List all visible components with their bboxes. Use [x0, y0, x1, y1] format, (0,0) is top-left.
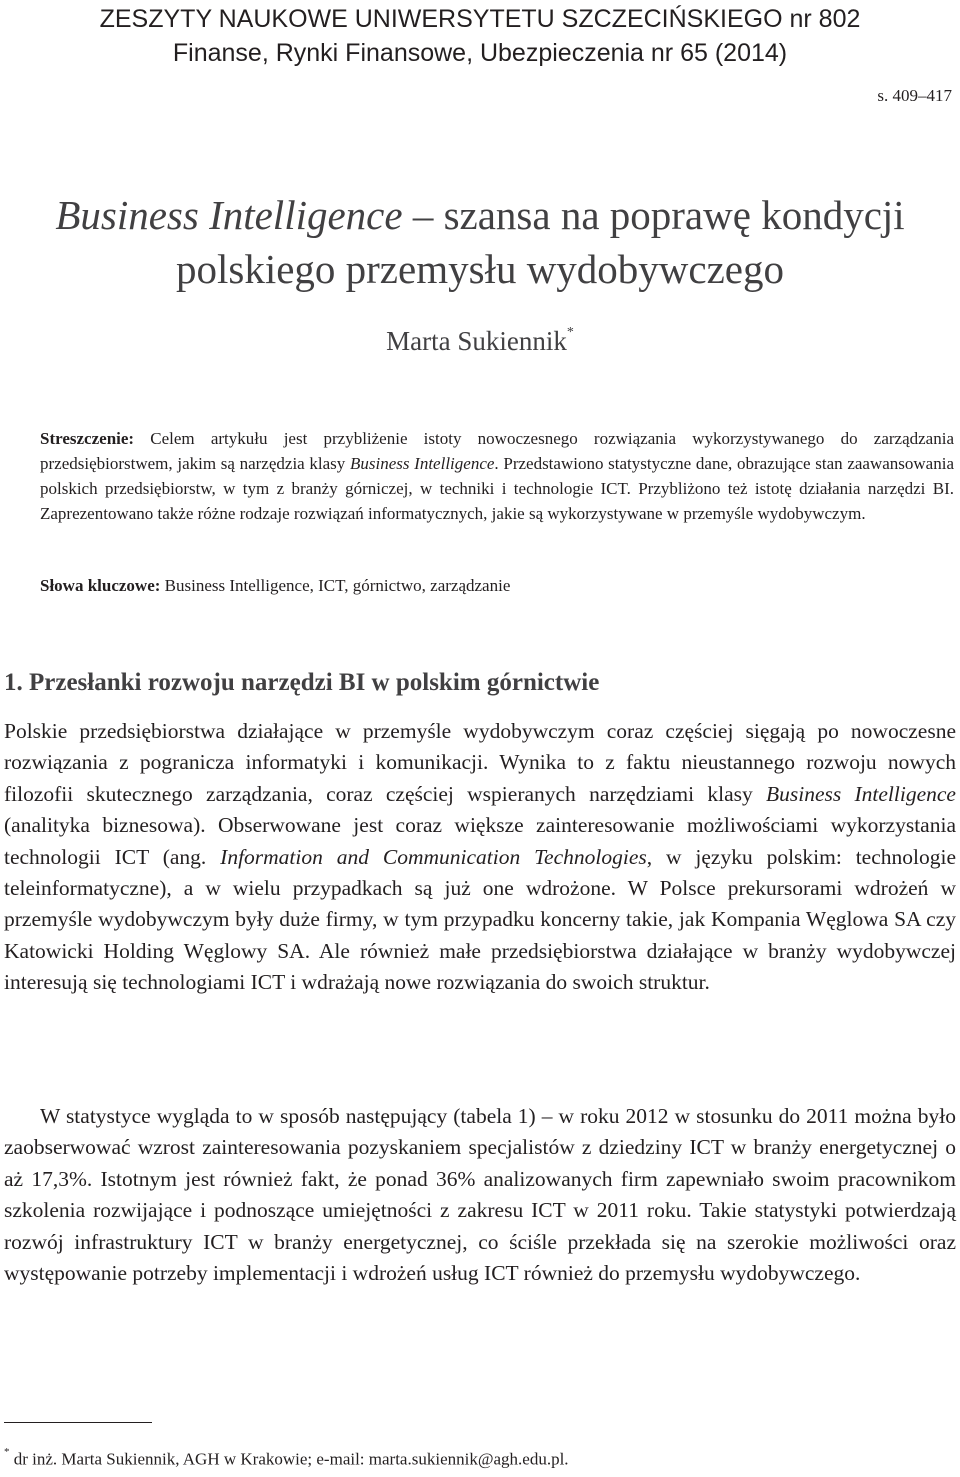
keywords-text: Business Intelligence, ICT, górnictwo, zarządzanie: [160, 576, 511, 595]
abstract-text-1: Celem artykułu jest przybliżenie istoty nowoczesnego rozwiązania wykorzystywanego do zarządzania przedsiębiorstwem, jakim są narzędzia klasy: [40, 429, 954, 473]
footnote-mark: *: [4, 1446, 10, 1458]
author-footnote-mark: *: [566, 325, 574, 340]
p1-text-a: Polskie przedsiębiorstwa działające w przemyśle wydobywczym coraz częściej sięgają po nowoczesne rozwiązania z pogranicza informatyki i komunikacji. Wynika to z faktu nieustannego rozwoju nowych filozofii skutecznego zarządzania, coraz częściej wspieranych narzędziami klasy: [4, 719, 956, 806]
abstract-text-2: . Przedstawiono statystyczne dane, obrazujące stan zaawansowania polskich przedsiębiorstw, w tym z branży górniczej, w techniki i technologie ICT. Przybliżono też istotę działania narzędzi BI. Zaprezentowano także różne rodzaje rozwiązań informatycznych, jakie są wykorzystywane w przemyśle wydobywczym.: [40, 454, 954, 523]
page-range: s. 409–417: [877, 86, 952, 105]
footnote-divider: [4, 1422, 152, 1423]
abstract: [40, 426, 954, 526]
keywords: [40, 573, 954, 598]
title-line1-rest: – szansa na poprawę kondycji: [402, 192, 905, 238]
keywords-label: Słowa kluczowe:: [40, 576, 161, 595]
footnote: [4, 1444, 956, 1471]
body-paragraph: [4, 716, 956, 999]
abstract-term: Business Intelligence: [349, 454, 495, 473]
p1-text-c: , w języku polskim: technologie teleinformatyczne), a w wielu przypadkach są już one wdrożone. W Polsce prekursorami wdrożeń w przemyśle wydobywczym były duże firmy, w tym przypadku koncerny takie, jak Kompania Węglowa SA czy Katowicki Holding Węglowy SA. Ale również małe przedsiębiorstwa działające w branży wydobywczej interesują się technologiami ICT i wdrażają nowe rozwiązania do swoich struktur.: [4, 844, 956, 995]
author-text: Marta Sukiennik: [386, 326, 567, 356]
footnote-text: dr inż. Marta Sukiennik, AGH w Krakowie; e-mail: marta.sukiennik@agh.edu.pl.: [9, 1449, 569, 1469]
section-heading: 1. Przesłanki rozwoju narzędzi BI w polskim górnictwie: [4, 669, 600, 696]
body-paragraph-2: W statystyce wygląda to w sposób następujący (tabela 1) – w roku 2012 w stosunku do 2011 można było zaobserwować wzrost zainteresowania pozyskaniem specjalistów z dziedziny ICT w branży energetycznej o aż 17,3%. Istotnym jest również fakt, że ponad 36% analizowanych firm zapewniało swoim pracownikom szkolenia rozwijające i podnoszące umiejętności z zakresu ICT w 2011 roku. Takie statystyki potwierdzają rozwój infrastruktury ICT w branży energetycznej, co ściśle przekłada się na szerokie możliwości oraz występowanie potrzeby implementacji i wdrożeń usług ICT również do przemysłu wydobywczego.: [4, 1104, 956, 1286]
p1-term-bi: Business Intelligence: [766, 781, 956, 806]
p1-term-ict: Information and Communication Technologies: [220, 844, 647, 869]
journal-name: ZESZYTY NAUKOWE UNIWERSYTETU SZCZECIŃSKIEGO nr 802: [99, 5, 861, 33]
title-line2: polskiego przemysłu wydobywczego: [175, 246, 785, 292]
author-name: [0, 319, 960, 359]
article-title: [0, 188, 960, 296]
p1-text-b: (analityka biznesowa). Obserwowane jest coraz większe zainteresowanie możliwościami wykorzystania technologii ICT (ang.: [4, 813, 956, 869]
title-term: Business Intelligence: [55, 192, 403, 238]
abstract-label: Streszczenie:: [40, 429, 135, 448]
journal-series: Finanse, Rynki Finansowe, Ubezpieczenia nr 65 (2014): [172, 39, 788, 67]
